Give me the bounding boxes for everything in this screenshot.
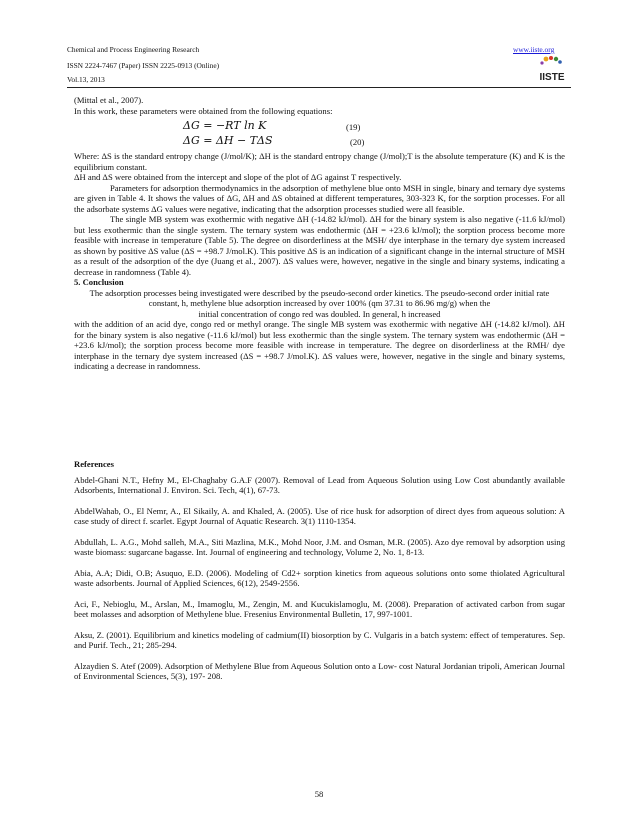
volume-line: Vol.13, 2013 bbox=[67, 75, 105, 84]
equation-19: ΔG = −RT ln K bbox=[183, 119, 267, 132]
reference-item: AbdelWahab, O., El Nemr, A., El Sikaily, A. and Khaled, A. (2005). Use of rice husk for adsorption of direct dyes from aqueous solution: A case study of direct f. scarlet. Egypt Journal of Aquatic Research. 3(1) 1110-1354. bbox=[74, 505, 565, 526]
intro-block bbox=[74, 95, 565, 116]
iiste-logo-icon bbox=[538, 54, 566, 86]
reference-item: Abdel-Ghani N.T., Hefny M., El-Chaghaby G.A.F (2007). Removal of Lead from Aqueous Solution using Low Cost abundantly available Adsorbents, International J. Environ. Sci. Tech, 4(1), 67-73. bbox=[74, 474, 565, 495]
issn-line: ISSN 2224-7467 (Paper) ISSN 2225-0913 (Online) bbox=[67, 61, 220, 70]
conclusion-body: with the addition of an acid dye, congo red or methyl orange. The single MB system was exothermic with negative ΔH (-14.82 kJ/mol). ΔH for the binary system is also negative (-11.6 kJ/mol) but less exothermic than the single system. The ternary system was endothermic (ΔH = +23.6 kJ/mol); the sorption process become more feasible with increase in temperature. The degree on disorderliness at the RMH/ dye interphase in the ternary dye system increased (ΔS = +98.7 J/mol.K). ΔS values were, however, negative in the single and binary systems, indicating a decrease in randomness. bbox=[74, 319, 565, 371]
equation-19-number: (19) bbox=[346, 122, 361, 132]
svg-text:IISTE: IISTE bbox=[539, 72, 565, 83]
reference-item: Alzaydien S. Atef (2009). Adsorption of Methylene Blue from Aqueous Solution onto a Low- cost Natural Jordanian tripoli, American Journal of Environmental Sciences, 5(3), 197- 208. bbox=[74, 660, 565, 681]
equation-20-number: (20) bbox=[350, 137, 365, 147]
journal-title: Chemical and Process Engineering Research bbox=[67, 45, 200, 54]
header-rule bbox=[67, 87, 571, 88]
conclusion-line-1: The adsorption processes being investigated were described by the pseudo-second order kinetics. The pseudo-second order initial rate constant, h, methylene blue adsorption increased by over 100% (qm 37.31 to 86.96 mg/g) when the bbox=[89, 287, 550, 308]
equation-20: ΔG = ΔH − TΔS bbox=[183, 134, 273, 147]
conclusion-line-2: initial concentration of congo red was doubled. In general, h increased bbox=[198, 308, 441, 319]
discussion-block bbox=[74, 151, 565, 372]
intro-line-2: In this work, these parameters were obtained from the following equations: bbox=[74, 105, 333, 116]
obtained-paragraph: ΔH and ΔS were obtained from the intercept and slope of the plot of ΔG against T respectively. bbox=[74, 172, 402, 182]
page-number: 58 bbox=[314, 789, 324, 799]
reference-item: Aksu, Z. (2001). Equilibrium and kinetics modeling of cadmium(II) biosorption by C. Vulgaris in a batch system: effect of temperatures. Sep. and Purif. Tech., 21; 285-294. bbox=[74, 629, 565, 650]
single-system-paragraph: The single MB system was exothermic with negative ΔH (-14.82 kJ/mol). ΔH for the binary system is also negative (-11.6 kJ/mol) but less exothermic than the single system. The ternary system was endothermic (ΔH = +23.6 kJ/mol); the sorption process become more feasible with increase in temperature (Table 5). The degree on disorderliness at the MSH/ dye interphase in the ternary dye system increased as shown by positive ΔS value (ΔS = +98.7 J/mol.K). This positive ΔS is an indication of a significant change in the internal structure of MSH as a result of the adsorption of the dye (Juang et al., 2007). ΔS values were, however, negative in the single and binary systems, indicating a decrease in randomness (Table 4). bbox=[74, 214, 565, 277]
where-paragraph: Where: ΔS is the standard entropy change (J/mol/K); ΔH is the standard entropy change (J/mol);T is the absolute temperature (K) and K is the equilibrium constant. bbox=[74, 151, 565, 172]
references-heading: References bbox=[74, 459, 114, 469]
reference-item: Abia, A.A; Didi, O.B; Asuquo, E.D. (2006). Modeling of Cd2+ sorption kinetics from aqueous solutions onto some thiolated Agricultural waste adsorbents. Journal of Applied Sciences, 6(12), 2549-2556. bbox=[74, 567, 565, 588]
reference-item: Abdullah, L. A.G., Mohd salleh, M.A., Siti Mazlina, M.K., Mohd Noor, J.M. and Osman, M.R. (2005). Azo dye removal by adsorption using waste biomass: sugarcane bagasse. Int. Journal of engineering and technology, Volume 2, No. 1, 8-13. bbox=[74, 536, 565, 557]
references-block bbox=[74, 459, 565, 682]
params-paragraph: Parameters for adsorption thermodynamics in the adsorption of methylene blue onto MSH in single, binary and ternary dye systems are given in Table 4. It shows the values of ΔG, ΔH and ΔS obtained at different temperatures, 303-323 K, for the sorption processes. For all the adsorbate systems ΔG values were negative, indicating that the adsorption processes studied were all feasible. bbox=[74, 182, 565, 214]
intro-line-1: (Mittal et al., 2007). bbox=[74, 95, 144, 105]
conclusion-heading: 5. Conclusion bbox=[74, 277, 124, 287]
reference-item: Aci, F., Nebioglu, M., Arslan, M., Imamoglu, M., Zengin, M. and Kucukislamoglu, M. (2008). Preparation of activated carbon from sugar beet molasses and adsorption of Methylene blue. Fresenius Environmental Bulletin, 17, 997-1001. bbox=[74, 598, 565, 619]
journal-url-link[interactable]: www.iiste.org bbox=[513, 45, 555, 54]
